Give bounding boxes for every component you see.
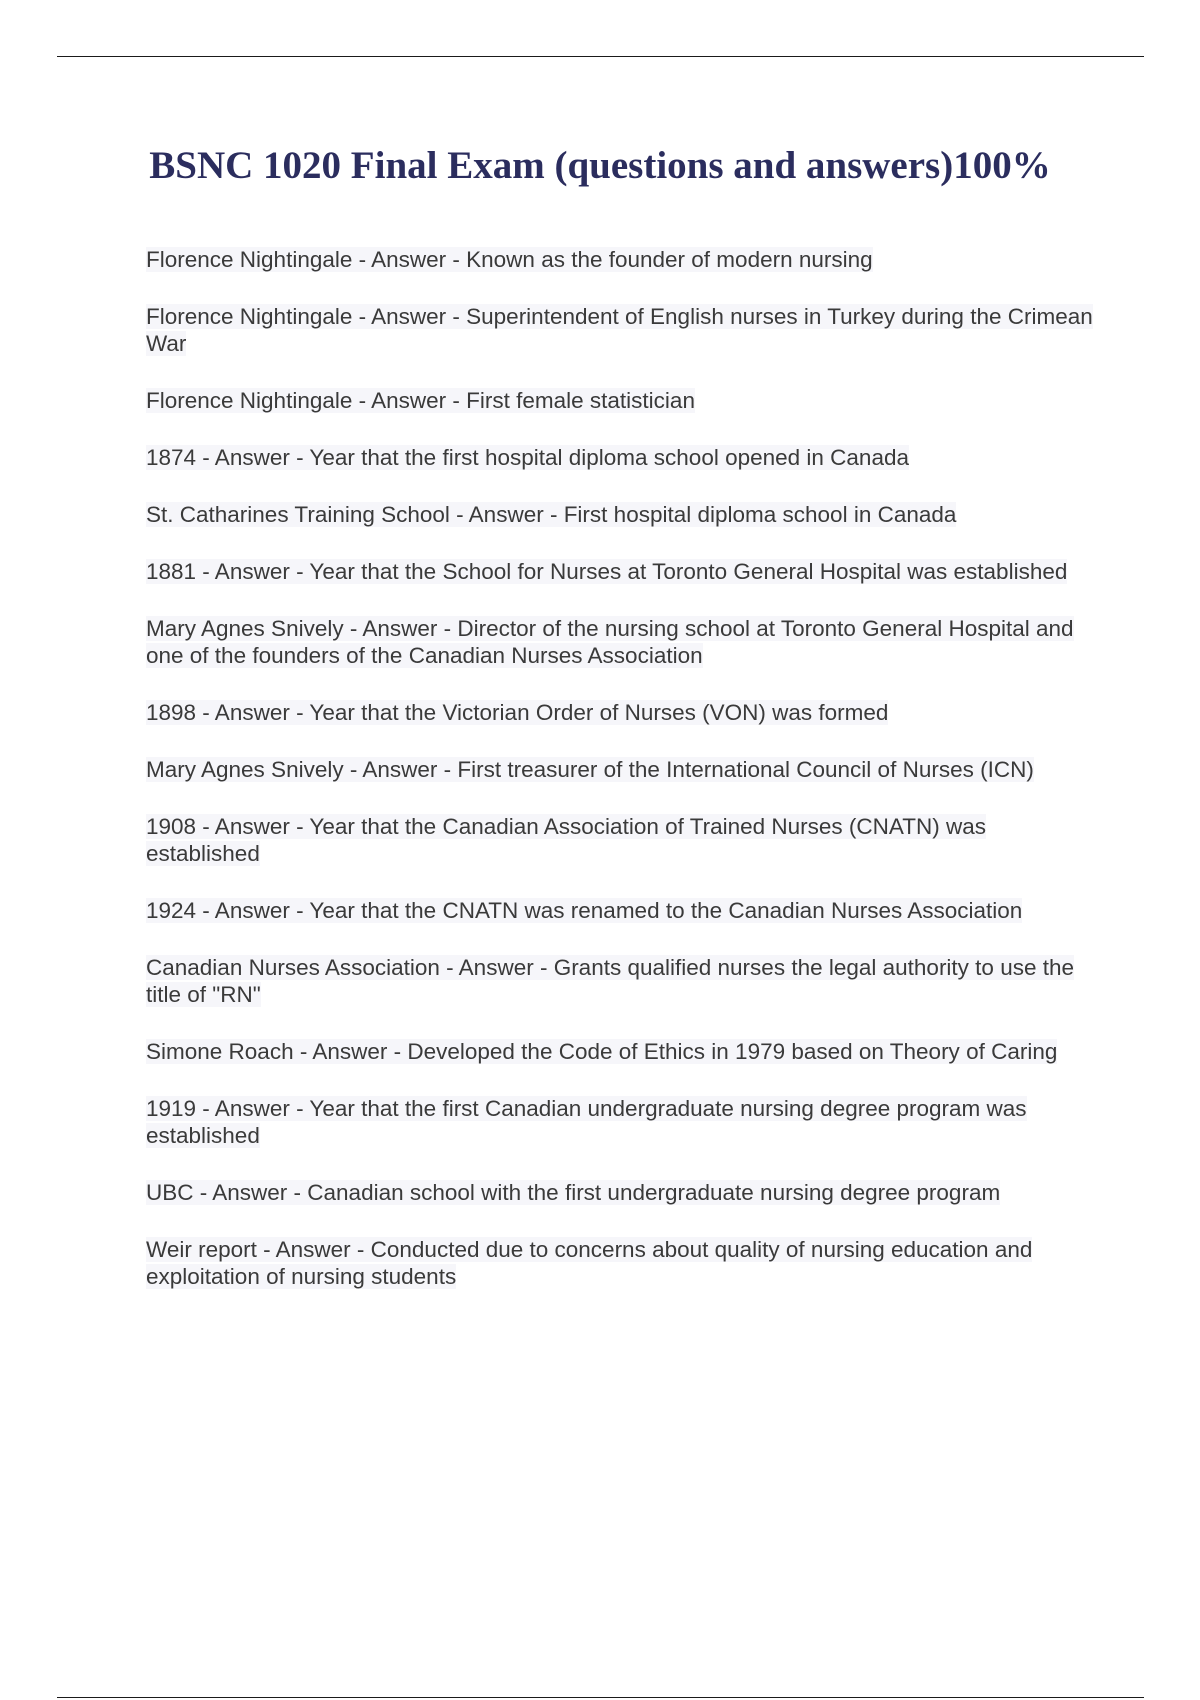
qa-text: 1919 - Answer - Year that the first Canadian undergraduate nursing degree program was established	[146, 1096, 1027, 1148]
qa-text: Florence Nightingale - Answer - First female statistician	[146, 388, 695, 413]
qa-text: Florence Nightingale - Answer - Known as the founder of modern nursing	[146, 247, 873, 272]
qa-item	[146, 444, 1106, 471]
qa-text: Canadian Nurses Association - Answer - Grants qualified nurses the legal authority to use the title of "RN"	[146, 955, 1075, 1007]
qa-text: 1874 - Answer - Year that the first hospital diploma school opened in Canada	[146, 445, 909, 470]
qa-item	[146, 558, 1106, 585]
qa-text: Florence Nightingale - Answer - Superintendent of English nurses in Turkey during the Crimean War	[146, 304, 1093, 356]
qa-text: Mary Agnes Snively - Answer - Director of the nursing school at Toronto General Hospital and one of the founders of the Canadian Nurses Association	[146, 616, 1074, 668]
qa-item	[146, 303, 1106, 357]
qa-item	[146, 1095, 1106, 1149]
qa-item	[146, 1236, 1106, 1290]
qa-text: 1898 - Answer - Year that the Victorian Order of Nurses (VON) was formed	[146, 700, 889, 725]
qa-item	[146, 699, 1106, 726]
qa-item	[146, 501, 1106, 528]
qa-text: St. Catharines Training School - Answer - First hospital diploma school in Canada	[146, 502, 957, 527]
qa-item	[146, 897, 1106, 924]
qa-text: 1881 - Answer - Year that the School for Nurses at Toronto General Hospital was established	[146, 559, 1068, 584]
qa-item	[146, 246, 1106, 273]
qa-text: 1924 - Answer - Year that the CNATN was renamed to the Canadian Nurses Association	[146, 898, 1023, 923]
qa-text: 1908 - Answer - Year that the Canadian Association of Trained Nurses (CNATN) was established	[146, 814, 987, 866]
qa-text: Simone Roach - Answer - Developed the Code of Ethics in 1979 based on Theory of Caring	[146, 1039, 1058, 1064]
qa-list	[146, 246, 1106, 1320]
bottom-rule	[57, 1697, 1144, 1698]
qa-item	[146, 756, 1106, 783]
qa-item	[146, 615, 1106, 669]
qa-text: UBC - Answer - Canadian school with the first undergraduate nursing degree program	[146, 1180, 1001, 1205]
top-rule	[57, 56, 1144, 57]
qa-text: Mary Agnes Snively - Answer - First treasurer of the International Council of Nurses (ICN)	[146, 757, 1034, 782]
qa-item	[146, 1179, 1106, 1206]
qa-text: Weir report - Answer - Conducted due to concerns about quality of nursing education and exploitation of nursing students	[146, 1237, 1033, 1289]
qa-item	[146, 1038, 1106, 1065]
qa-item	[146, 387, 1106, 414]
qa-item	[146, 813, 1106, 867]
page-title: BSNC 1020 Final Exam (questions and answers)100%	[149, 144, 1051, 187]
qa-item	[146, 954, 1106, 1008]
